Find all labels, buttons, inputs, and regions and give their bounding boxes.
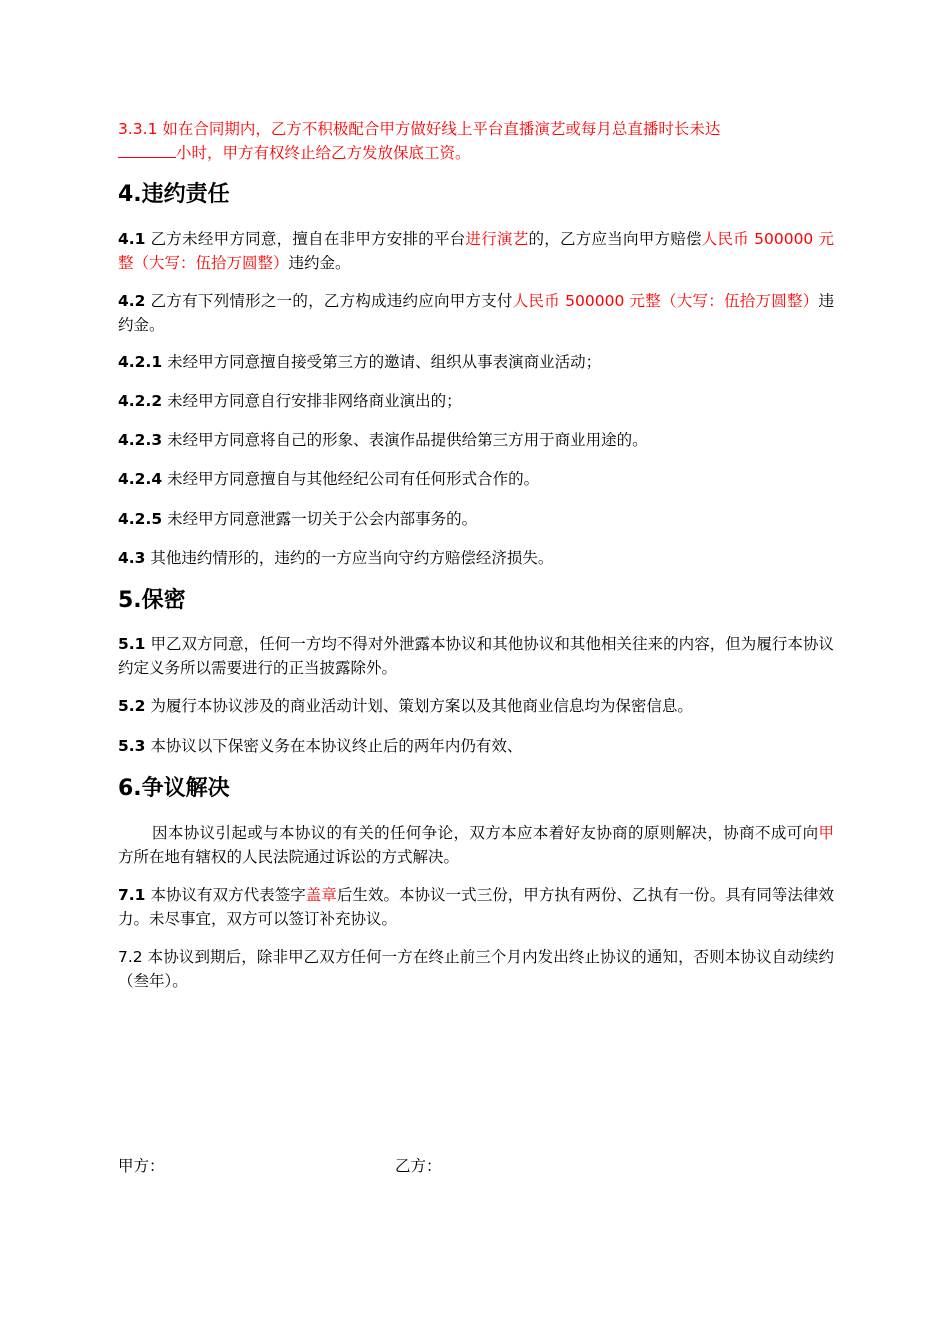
clause-number: 4.1 bbox=[118, 230, 146, 248]
clause-number: 5.2 bbox=[118, 697, 146, 715]
clause-text-highlight: 人民币 500000 元整（大写：伍拾万圆整） bbox=[118, 230, 834, 272]
clause-number: 4.2 bbox=[118, 292, 146, 310]
clause-text: 的，乙方应当向甲方赔偿 bbox=[528, 230, 702, 248]
clause-4-2 bbox=[118, 289, 834, 337]
clause-4-2-3 bbox=[118, 428, 834, 452]
clause-number: 4.2.3 bbox=[118, 431, 163, 449]
section-5-heading: 5.保密 bbox=[118, 588, 186, 613]
clause-text: 乙方未经甲方同意，擅自在非甲方安排的平台 bbox=[150, 230, 466, 248]
clause-text-highlight: 甲 bbox=[818, 824, 834, 842]
clause-4-2-5 bbox=[118, 507, 834, 531]
clause-number: 4.2.1 bbox=[118, 353, 163, 371]
section-4-heading: 4.违约责任 bbox=[118, 182, 230, 207]
blank-underline bbox=[118, 141, 176, 158]
clause-number: 7.1 bbox=[118, 886, 146, 904]
clause-4-2-4 bbox=[118, 467, 834, 491]
clause-text: 为履行本协议涉及的商业活动计划、策划方案以及其他商业信息均为保密信息。 bbox=[150, 697, 693, 715]
clause-number: 4.3 bbox=[118, 549, 146, 567]
clause-number: 4.2.5 bbox=[118, 510, 163, 528]
clause-7-1 bbox=[118, 883, 834, 931]
clause-4-1 bbox=[118, 227, 834, 275]
clause-3-3-1-text-a: 3.3.1 如在合同期内，乙方不积极配合甲方做好线上平台直播演艺或每月总直播时长未达 bbox=[118, 120, 721, 138]
clause-text: 后生效。本协议一式三份，甲方执有两份、乙执有一份。具有同等法律效力。未尽事宜，双方可以签订补充协议。 bbox=[118, 886, 834, 928]
clause-text-highlight: 人民币 500000 元整（大写：伍拾万圆整） bbox=[512, 292, 819, 310]
clause-text: 未经甲方同意泄露一切关于公会内部事务的。 bbox=[167, 510, 478, 528]
clause-text: 本协议有双方代表签字 bbox=[150, 886, 306, 904]
clause-number: 5.3 bbox=[118, 737, 146, 755]
clause-number: 4.2.2 bbox=[118, 392, 163, 410]
clause-4-2-2 bbox=[118, 389, 834, 413]
clause-7-2: 7.2 本协议到期后，除非甲乙双方任何一方在终止前三个月内发出终止协议的通知，否则本协议自动续约（叁年）。 bbox=[118, 948, 834, 990]
clause-text: 未经甲方同意将自己的形象、表演作品提供给第三方用于商业用途的。 bbox=[167, 431, 648, 449]
clause-text: 未经甲方同意擅自与其他经纪公司有任何形式合作的。 bbox=[167, 470, 540, 488]
clause-text-highlight: 盖章 bbox=[305, 886, 337, 904]
clause-5-3 bbox=[118, 734, 834, 758]
clause-text: 乙方有下列情形之一的，乙方构成违约应向甲方支付 bbox=[150, 292, 513, 310]
clause-text: 其他违约情形的，违约的一方应当向守约方赔偿经济损失。 bbox=[150, 549, 554, 567]
clause-4-2-1 bbox=[118, 350, 834, 374]
clause-number: 5.1 bbox=[118, 635, 146, 653]
clause-text: 甲乙双方同意，任何一方均不得对外泄露本协议和其他协议和其他相关往来的内容，但为履行本协议约定义务所以需要进行的正当披露除外。 bbox=[118, 635, 834, 677]
clause-5-2 bbox=[118, 694, 834, 718]
dispute-resolution-paragraph bbox=[118, 821, 834, 869]
clause-text: 本协议以下保密义务在本协议终止后的两年内仍有效、 bbox=[150, 737, 523, 755]
clause-text-highlight: 进行演艺 bbox=[465, 230, 529, 248]
party-a-signature-label: 甲方： bbox=[118, 1157, 165, 1175]
clause-text: 因本协议引起或与本协议的有关的任何争论，双方本应本着好友协商的原则解决，协商不成可向 bbox=[152, 824, 819, 842]
clause-number: 4.2.4 bbox=[118, 470, 163, 488]
clause-text: 未经甲方同意擅自接受第三方的邀请、组织从事表演商业活动； bbox=[167, 353, 602, 371]
clause-3-3-1 bbox=[118, 117, 834, 165]
clause-text: 违约金。 bbox=[288, 254, 351, 272]
clause-3-3-1-text-b: 小时，甲方有权终止给乙方发放保底工资。 bbox=[176, 144, 471, 162]
clause-text: 方所在地有辖权的人民法院通过诉讼的方式解决。 bbox=[118, 848, 460, 866]
party-b-signature-label: 乙方： bbox=[395, 1157, 442, 1175]
clause-5-1 bbox=[118, 632, 834, 680]
clause-text: 未经甲方同意自行安排非网络商业演出的； bbox=[167, 392, 462, 410]
clause-4-3 bbox=[118, 546, 834, 570]
clause-text: 违约金。 bbox=[118, 292, 834, 334]
section-6-heading: 6.争议解决 bbox=[118, 776, 230, 801]
